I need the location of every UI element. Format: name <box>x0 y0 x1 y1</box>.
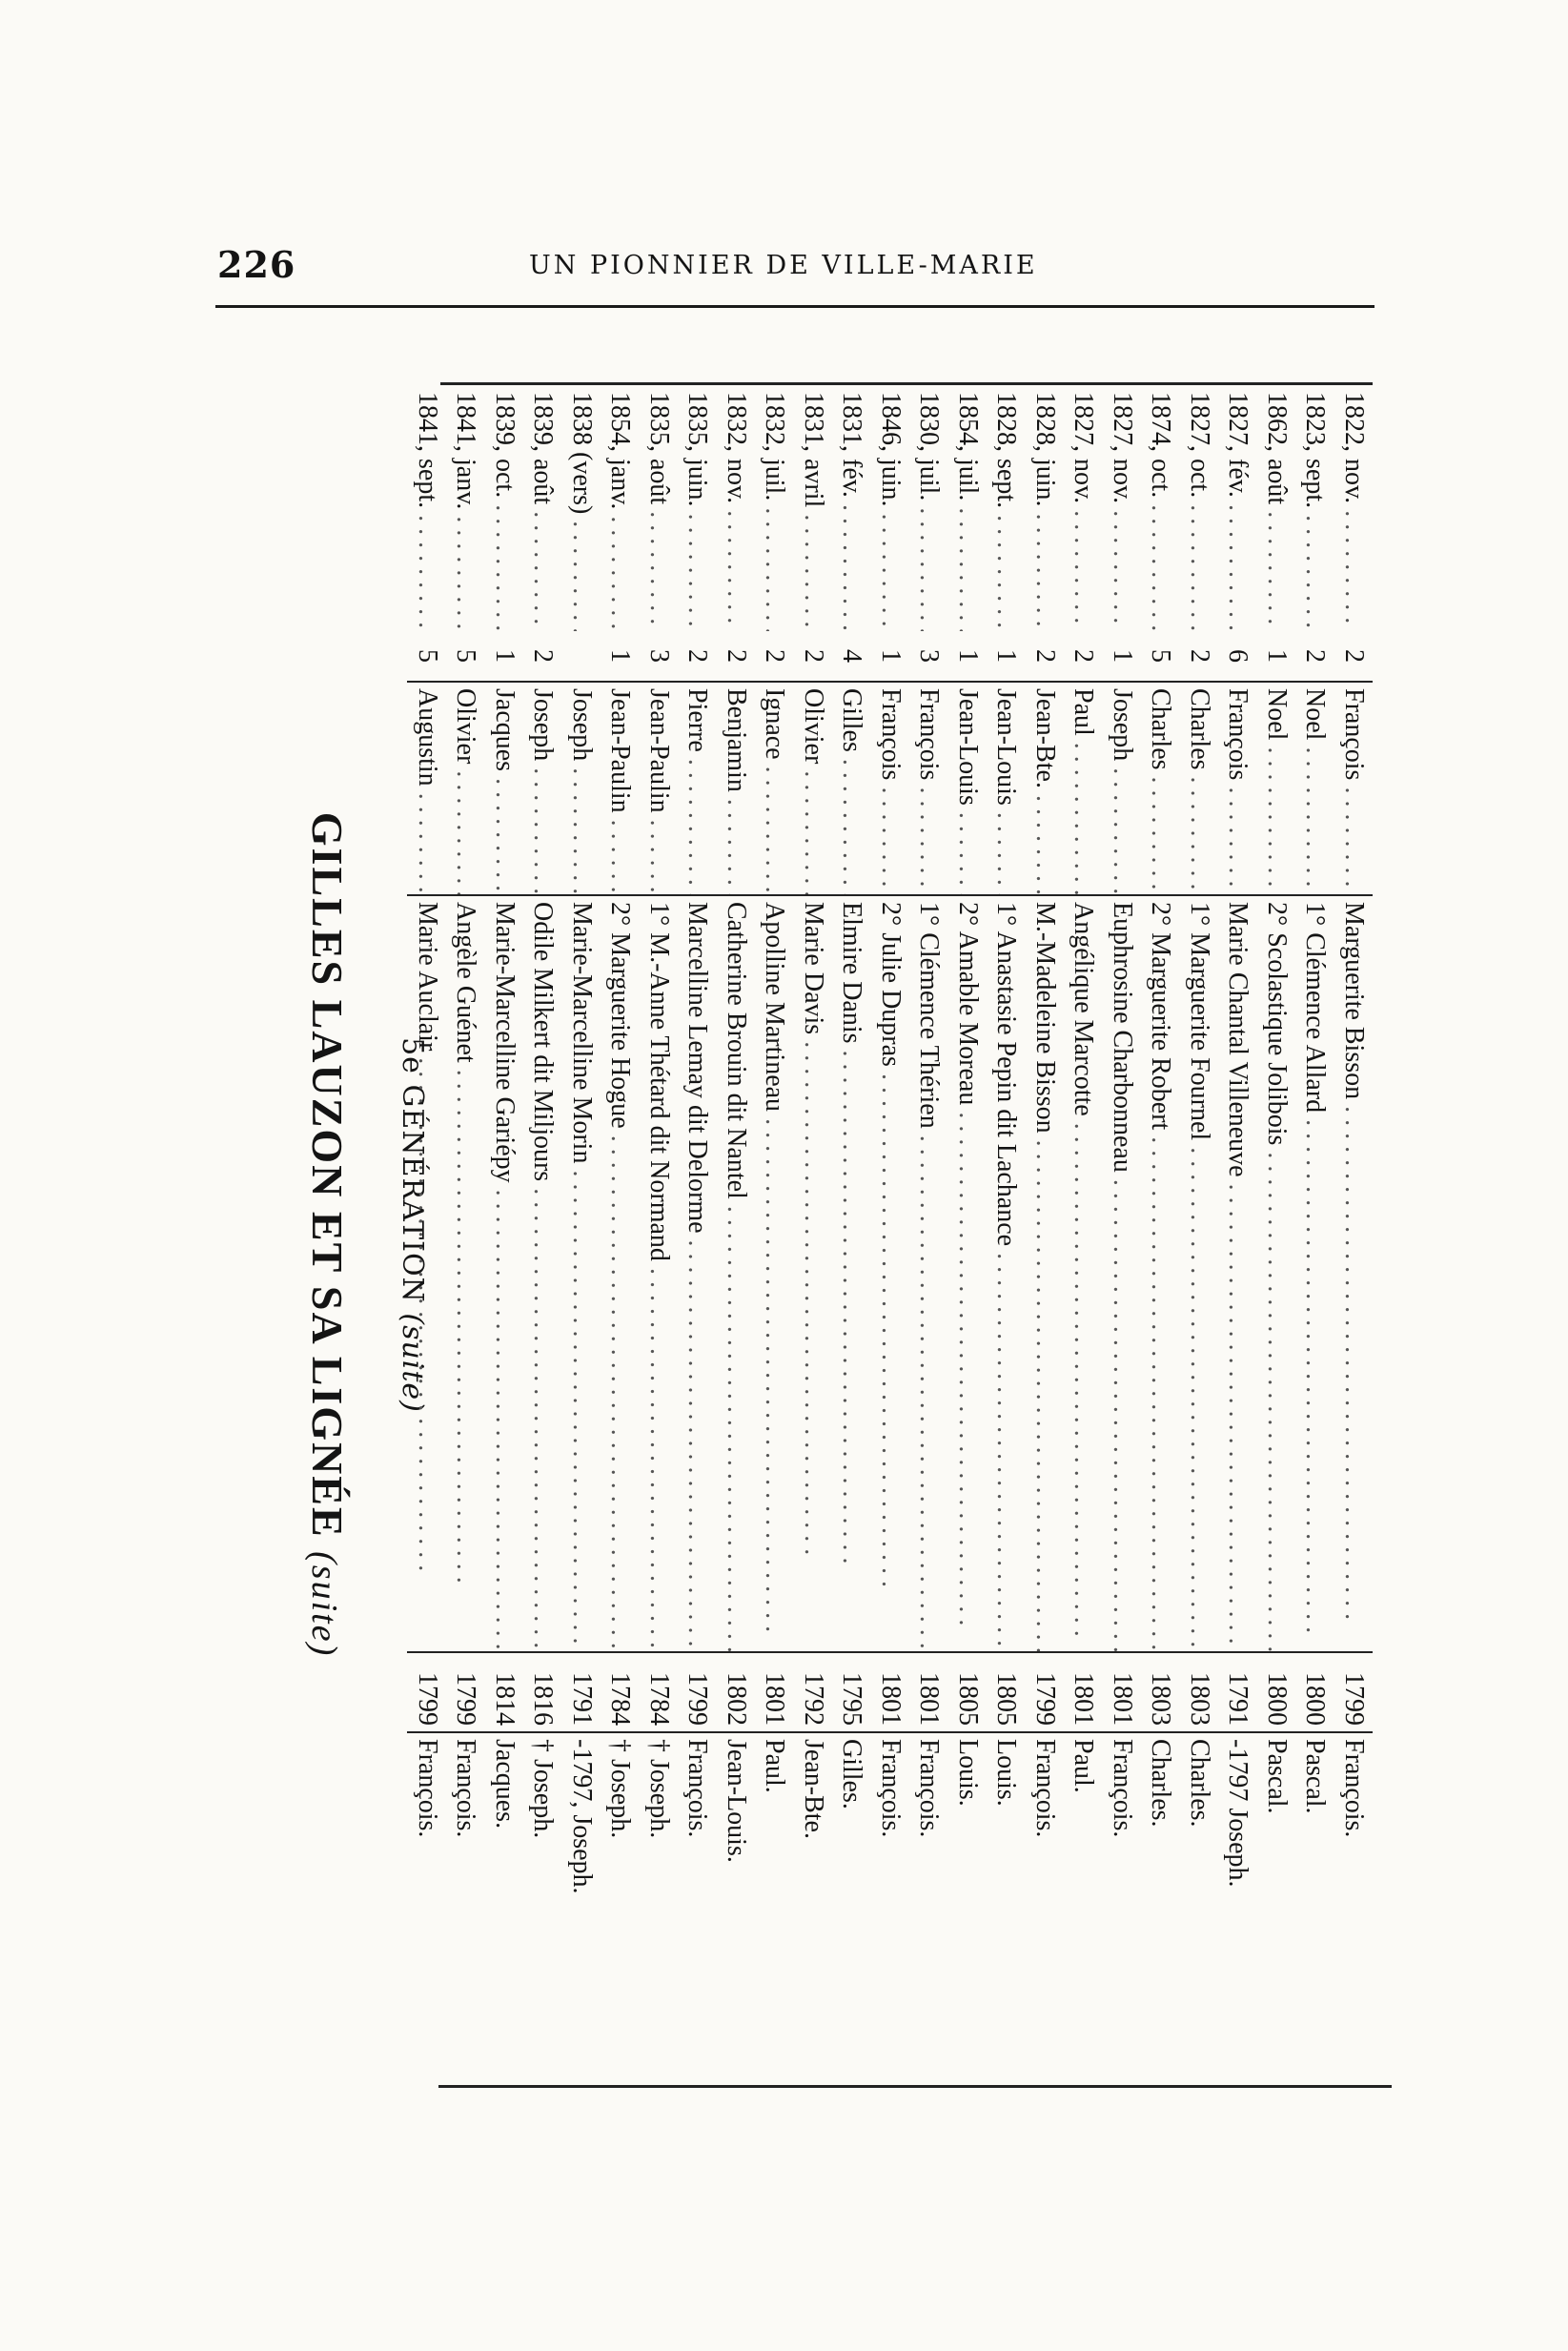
father-name-cell: Jean-Bte. <box>794 1732 833 2097</box>
marriage-date-cell: 1828, sept. . . . <box>987 386 1026 631</box>
table-row <box>562 386 601 2097</box>
table-row <box>408 386 447 2097</box>
spouse-name-cell: Euphrosine Charbonneau . . . <box>1103 895 1142 1652</box>
page-header <box>0 243 1568 300</box>
husband-name-cell: Olivier . . . <box>446 682 485 895</box>
children-count-cell <box>562 631 601 682</box>
marriage-date-cell: 1839, août . . . <box>523 386 562 631</box>
table-row <box>523 386 562 2097</box>
table-row <box>1180 386 1219 2097</box>
table-row <box>1334 386 1374 2097</box>
marriage-date-cell: 1839, oct. . . . <box>485 386 524 631</box>
marriage-date-cell: 1832, juil. . . . <box>755 386 794 631</box>
father-name-cell: François. <box>446 1732 485 2097</box>
table-row <box>1064 386 1103 2097</box>
husband-name-cell: François . . . <box>909 682 948 895</box>
husband-name-cell: Jacques . . . <box>485 682 524 895</box>
children-count-cell: 1 <box>952 649 983 663</box>
marriage-date-cell: 1830, juil. . . . <box>909 386 948 631</box>
marriage-date-cell: 1831, avril . . . <box>794 386 833 631</box>
husband-name-cell: François . . . <box>871 682 910 895</box>
table-row <box>871 386 910 2097</box>
marriage-date-cell: 1835, juin. . . . <box>678 386 717 631</box>
birth-year-cell: 1800 <box>1295 1652 1334 1732</box>
father-name-cell: Charles. <box>1141 1732 1180 2097</box>
page-number: 226 <box>217 243 296 286</box>
father-name-cell: -1797, Joseph. <box>562 1732 601 2097</box>
birth-year-cell: 1799 <box>1026 1652 1065 1732</box>
husband-name-cell: Charles . . . <box>1141 682 1180 895</box>
table-row <box>948 386 988 2097</box>
father-name-cell: Louis. <box>948 1732 988 2097</box>
genealogy-table <box>408 386 1374 2097</box>
husband-name-cell: Paul . . . <box>1064 682 1103 895</box>
table-row <box>987 386 1026 2097</box>
father-name-cell: Charles. <box>1180 1732 1219 2097</box>
children-count-cell: 2 <box>721 649 751 663</box>
spouse-name-cell: Odile Milkert dit Miljours . . . <box>523 895 562 1652</box>
generation-heading-text: 5e GÉNÉRATION <box>396 1037 429 1303</box>
father-name-cell: Jacques. <box>485 1732 524 2097</box>
father-name-cell: Paul. <box>1064 1732 1103 2097</box>
marriage-date-cell: 1823, sept. . . . <box>1295 386 1334 631</box>
spouse-name-cell: Elmire Danis . . . <box>832 895 871 1652</box>
table-left-rule <box>440 382 1373 385</box>
spouse-name-cell: 2° Marguerite Hogue . . . <box>601 895 640 1652</box>
birth-year-cell: 1803 <box>1141 1652 1180 1732</box>
birth-year-cell: 1805 <box>987 1652 1026 1732</box>
husband-name-cell: Augustin . . . <box>408 682 447 895</box>
table-row <box>485 386 524 2097</box>
header-rule <box>215 305 1375 308</box>
father-name-cell: -1797 Joseph. <box>1218 1732 1257 2097</box>
children-count-cell: 1 <box>489 649 519 663</box>
children-count-cell: 2 <box>798 649 828 663</box>
spouse-name-cell: Angélique Marcotte . . . <box>1064 895 1103 1652</box>
children-count-cell: 1 <box>605 649 636 663</box>
birth-year-cell: 1792 <box>794 1652 833 1732</box>
father-name-cell: Pascal. <box>1295 1732 1334 2097</box>
table-row <box>1026 386 1065 2097</box>
marriage-date-cell: 1827, nov. . . . <box>1064 386 1103 631</box>
spouse-name-cell: Marie Davis . . . <box>794 895 833 1652</box>
spouse-name-cell: Marie Chantal Villeneuve . . . <box>1218 895 1257 1652</box>
table-row <box>1295 386 1334 2097</box>
children-count-cell: 2 <box>682 649 713 663</box>
spouse-name-cell: 2° Marguerite Robert . . . <box>1141 895 1180 1652</box>
marriage-date-cell: 1862, août . . . <box>1257 386 1296 631</box>
husband-name-cell: Charles . . . <box>1180 682 1219 895</box>
marriage-date-cell: 1841, janv. . . . <box>446 386 485 631</box>
marriage-date-cell: 1854, juil. . . . <box>948 386 988 631</box>
marriage-date-cell: 1841, sept. . . . <box>408 386 447 631</box>
children-count-cell: 6 <box>1223 649 1253 663</box>
birth-year-cell: 1800 <box>1257 1652 1296 1732</box>
children-count-cell: 2 <box>528 649 559 663</box>
marriage-date-cell: 1838 (vers) . . . <box>562 386 601 631</box>
table-row <box>678 386 717 2097</box>
father-name-cell: Jean-Louis. <box>717 1732 756 2097</box>
section-title-suffix: (suite) <box>304 1551 344 1658</box>
father-name-cell: Gilles. <box>832 1732 871 2097</box>
spouse-name-cell: 1° M.-Anne Thétard dit Normand . . . <box>640 895 679 1652</box>
marriage-date-cell: 1831, fév. . . . <box>832 386 871 631</box>
marriage-date-cell: 1832, nov. . . . <box>717 386 756 631</box>
children-count-cell: 1 <box>1261 649 1292 663</box>
spouse-name-cell: 2° Julie Dupras . . . <box>871 895 910 1652</box>
husband-name-cell: Jean-Louis . . . <box>948 682 988 895</box>
spouse-name-cell: M.-Madeleine Bisson . . . <box>1026 895 1065 1652</box>
husband-name-cell: Ignace . . . <box>755 682 794 895</box>
children-count-cell: 5 <box>1146 649 1176 663</box>
spouse-name-cell: 2° Amable Moreau . . . <box>948 895 988 1652</box>
table-row <box>640 386 679 2097</box>
marriage-date-cell: 1822, nov. . . . <box>1334 386 1374 631</box>
birth-year-cell: 1802 <box>717 1652 756 1732</box>
husband-name-cell: Joseph . . . <box>523 682 562 895</box>
husband-name-cell: Pierre . . . <box>678 682 717 895</box>
father-name-cell: Paul. <box>755 1732 794 2097</box>
children-count-cell: 1 <box>1107 649 1137 663</box>
father-name-cell: François. <box>1103 1732 1142 2097</box>
table-row <box>794 386 833 2097</box>
spouse-name-cell: Angèle Guénet . . . <box>446 895 485 1652</box>
table-row <box>601 386 640 2097</box>
children-count-cell: 3 <box>643 649 674 663</box>
children-count-cell: 2 <box>1029 649 1060 663</box>
birth-year-cell: 1801 <box>871 1652 910 1732</box>
rotated-genealogy-block <box>267 386 1373 2121</box>
spouse-name-cell: Marie Auclair . . . <box>408 895 447 1652</box>
section-title-text: GILLES LAUZON ET SA LIGNÉE <box>303 811 352 1539</box>
husband-name-cell: Jean-Louis . . . <box>987 682 1026 895</box>
birth-year-cell: 1784 <box>601 1652 640 1732</box>
father-name-cell: François. <box>871 1732 910 2097</box>
father-name-cell: François. <box>1026 1732 1065 2097</box>
children-count-cell: 1 <box>991 649 1022 663</box>
birth-year-cell: 1799 <box>446 1652 485 1732</box>
birth-year-cell: 1791 <box>562 1652 601 1732</box>
spouse-name-cell: Marguerite Bisson . . . <box>1334 895 1374 1652</box>
table-row <box>1218 386 1257 2097</box>
husband-name-cell: Jean-Paulin . . . <box>601 682 640 895</box>
table-row <box>755 386 794 2097</box>
children-count-cell: 2 <box>1184 649 1214 663</box>
spouse-name-cell: Marcelline Lemay dit Delorme . . . <box>678 895 717 1652</box>
father-name-cell: † Joseph. <box>640 1732 679 2097</box>
marriage-date-cell: 1827, fév. . . . <box>1218 386 1257 631</box>
husband-name-cell: Noel . . . <box>1295 682 1334 895</box>
birth-year-cell: 1799 <box>1334 1652 1374 1732</box>
father-name-cell: François. <box>678 1732 717 2097</box>
genealogy-table-body <box>408 386 1374 2097</box>
table-row <box>446 386 485 2097</box>
birth-year-cell: 1801 <box>1064 1652 1103 1732</box>
marriage-date-cell: 1854, janv. . . . <box>601 386 640 631</box>
husband-name-cell: Jean-Paulin . . . <box>640 682 679 895</box>
father-name-cell: † Joseph. <box>523 1732 562 2097</box>
father-name-cell: Pascal. <box>1257 1732 1296 2097</box>
birth-year-cell: 1791 <box>1218 1652 1257 1732</box>
children-count-cell: 2 <box>1300 649 1331 663</box>
husband-name-cell: Gilles . . . <box>832 682 871 895</box>
table-row <box>1257 386 1296 2097</box>
marriage-date-cell: 1835, août . . . <box>640 386 679 631</box>
marriage-date-cell: 1827, oct. . . . <box>1180 386 1219 631</box>
father-name-cell: François. <box>909 1732 948 2097</box>
table-row <box>909 386 948 2097</box>
table-row <box>832 386 871 2097</box>
table-row <box>1141 386 1180 2097</box>
children-count-cell: 1 <box>875 649 906 663</box>
children-count-cell: 4 <box>837 649 867 663</box>
children-count-cell: 5 <box>412 649 442 663</box>
father-name-cell: Louis. <box>987 1732 1026 2097</box>
table-row <box>717 386 756 2097</box>
spouse-name-cell: Marie-Marcelline Gariépy . . . <box>485 895 524 1652</box>
birth-year-cell: 1795 <box>832 1652 871 1732</box>
birth-year-cell: 1803 <box>1180 1652 1219 1732</box>
marriage-date-cell: 1827, nov. . . . <box>1103 386 1142 631</box>
husband-name-cell: Olivier . . . <box>794 682 833 895</box>
father-name-cell: François. <box>408 1732 447 2097</box>
spouse-name-cell: 1° Anastasie Pepin dit Lachance . . . <box>987 895 1026 1652</box>
birth-year-cell: 1784 <box>640 1652 679 1732</box>
marriage-date-cell: 1828, juin. . . . <box>1026 386 1065 631</box>
spouse-name-cell: 1° Marguerite Fournel . . . <box>1180 895 1219 1652</box>
birth-year-cell: 1814 <box>485 1652 524 1732</box>
birth-year-cell: 1801 <box>1103 1652 1142 1732</box>
husband-name-cell: Joseph . . . <box>562 682 601 895</box>
birth-year-cell: 1801 <box>909 1652 948 1732</box>
children-count-cell: 5 <box>451 649 481 663</box>
husband-name-cell: Jean-Bte. . . . <box>1026 682 1065 895</box>
marriage-date-cell: 1846, juin. . . . <box>871 386 910 631</box>
table-row <box>1103 386 1142 2097</box>
birth-year-cell: 1799 <box>408 1652 447 1732</box>
birth-year-cell: 1799 <box>678 1652 717 1732</box>
children-count-cell: 2 <box>1069 649 1099 663</box>
husband-name-cell: François . . . <box>1218 682 1257 895</box>
running-head: UN PIONNIER DE VILLE-MARIE <box>529 251 1038 280</box>
marriage-date-cell: 1874, oct. . . . <box>1141 386 1180 631</box>
father-name-cell: † Joseph. <box>601 1732 640 2097</box>
birth-year-cell: 1816 <box>523 1652 562 1732</box>
spouse-name-cell: 2° Scolastique Jolibois . . . <box>1257 895 1296 1652</box>
spouse-name-cell: Catherine Brouin dit Nantel . . . <box>717 895 756 1652</box>
spouse-name-cell: Apolline Martineau . . . <box>755 895 794 1652</box>
children-count-cell: 3 <box>914 649 945 663</box>
father-name-cell: François. <box>1334 1732 1374 2097</box>
husband-name-cell: Joseph . . . <box>1103 682 1142 895</box>
birth-year-cell: 1805 <box>948 1652 988 1732</box>
husband-name-cell: Benjamin . . . <box>717 682 756 895</box>
children-count-cell: 2 <box>1338 649 1369 663</box>
section-title <box>302 386 353 2083</box>
birth-year-cell: 1801 <box>755 1652 794 1732</box>
spouse-name-cell: Marie-Marcelline Morin . . . <box>562 895 601 1652</box>
children-count-cell: 2 <box>760 649 790 663</box>
generation-heading-suffix: (suite) <box>396 1313 429 1413</box>
spouse-name-cell: 1° Clémence Thérien . . . <box>909 895 948 1652</box>
spouse-name-cell: 1° Clémence Allard . . . <box>1295 895 1334 1652</box>
husband-name-cell: François . . . <box>1334 682 1374 895</box>
husband-name-cell: Noel . . . <box>1257 682 1296 895</box>
